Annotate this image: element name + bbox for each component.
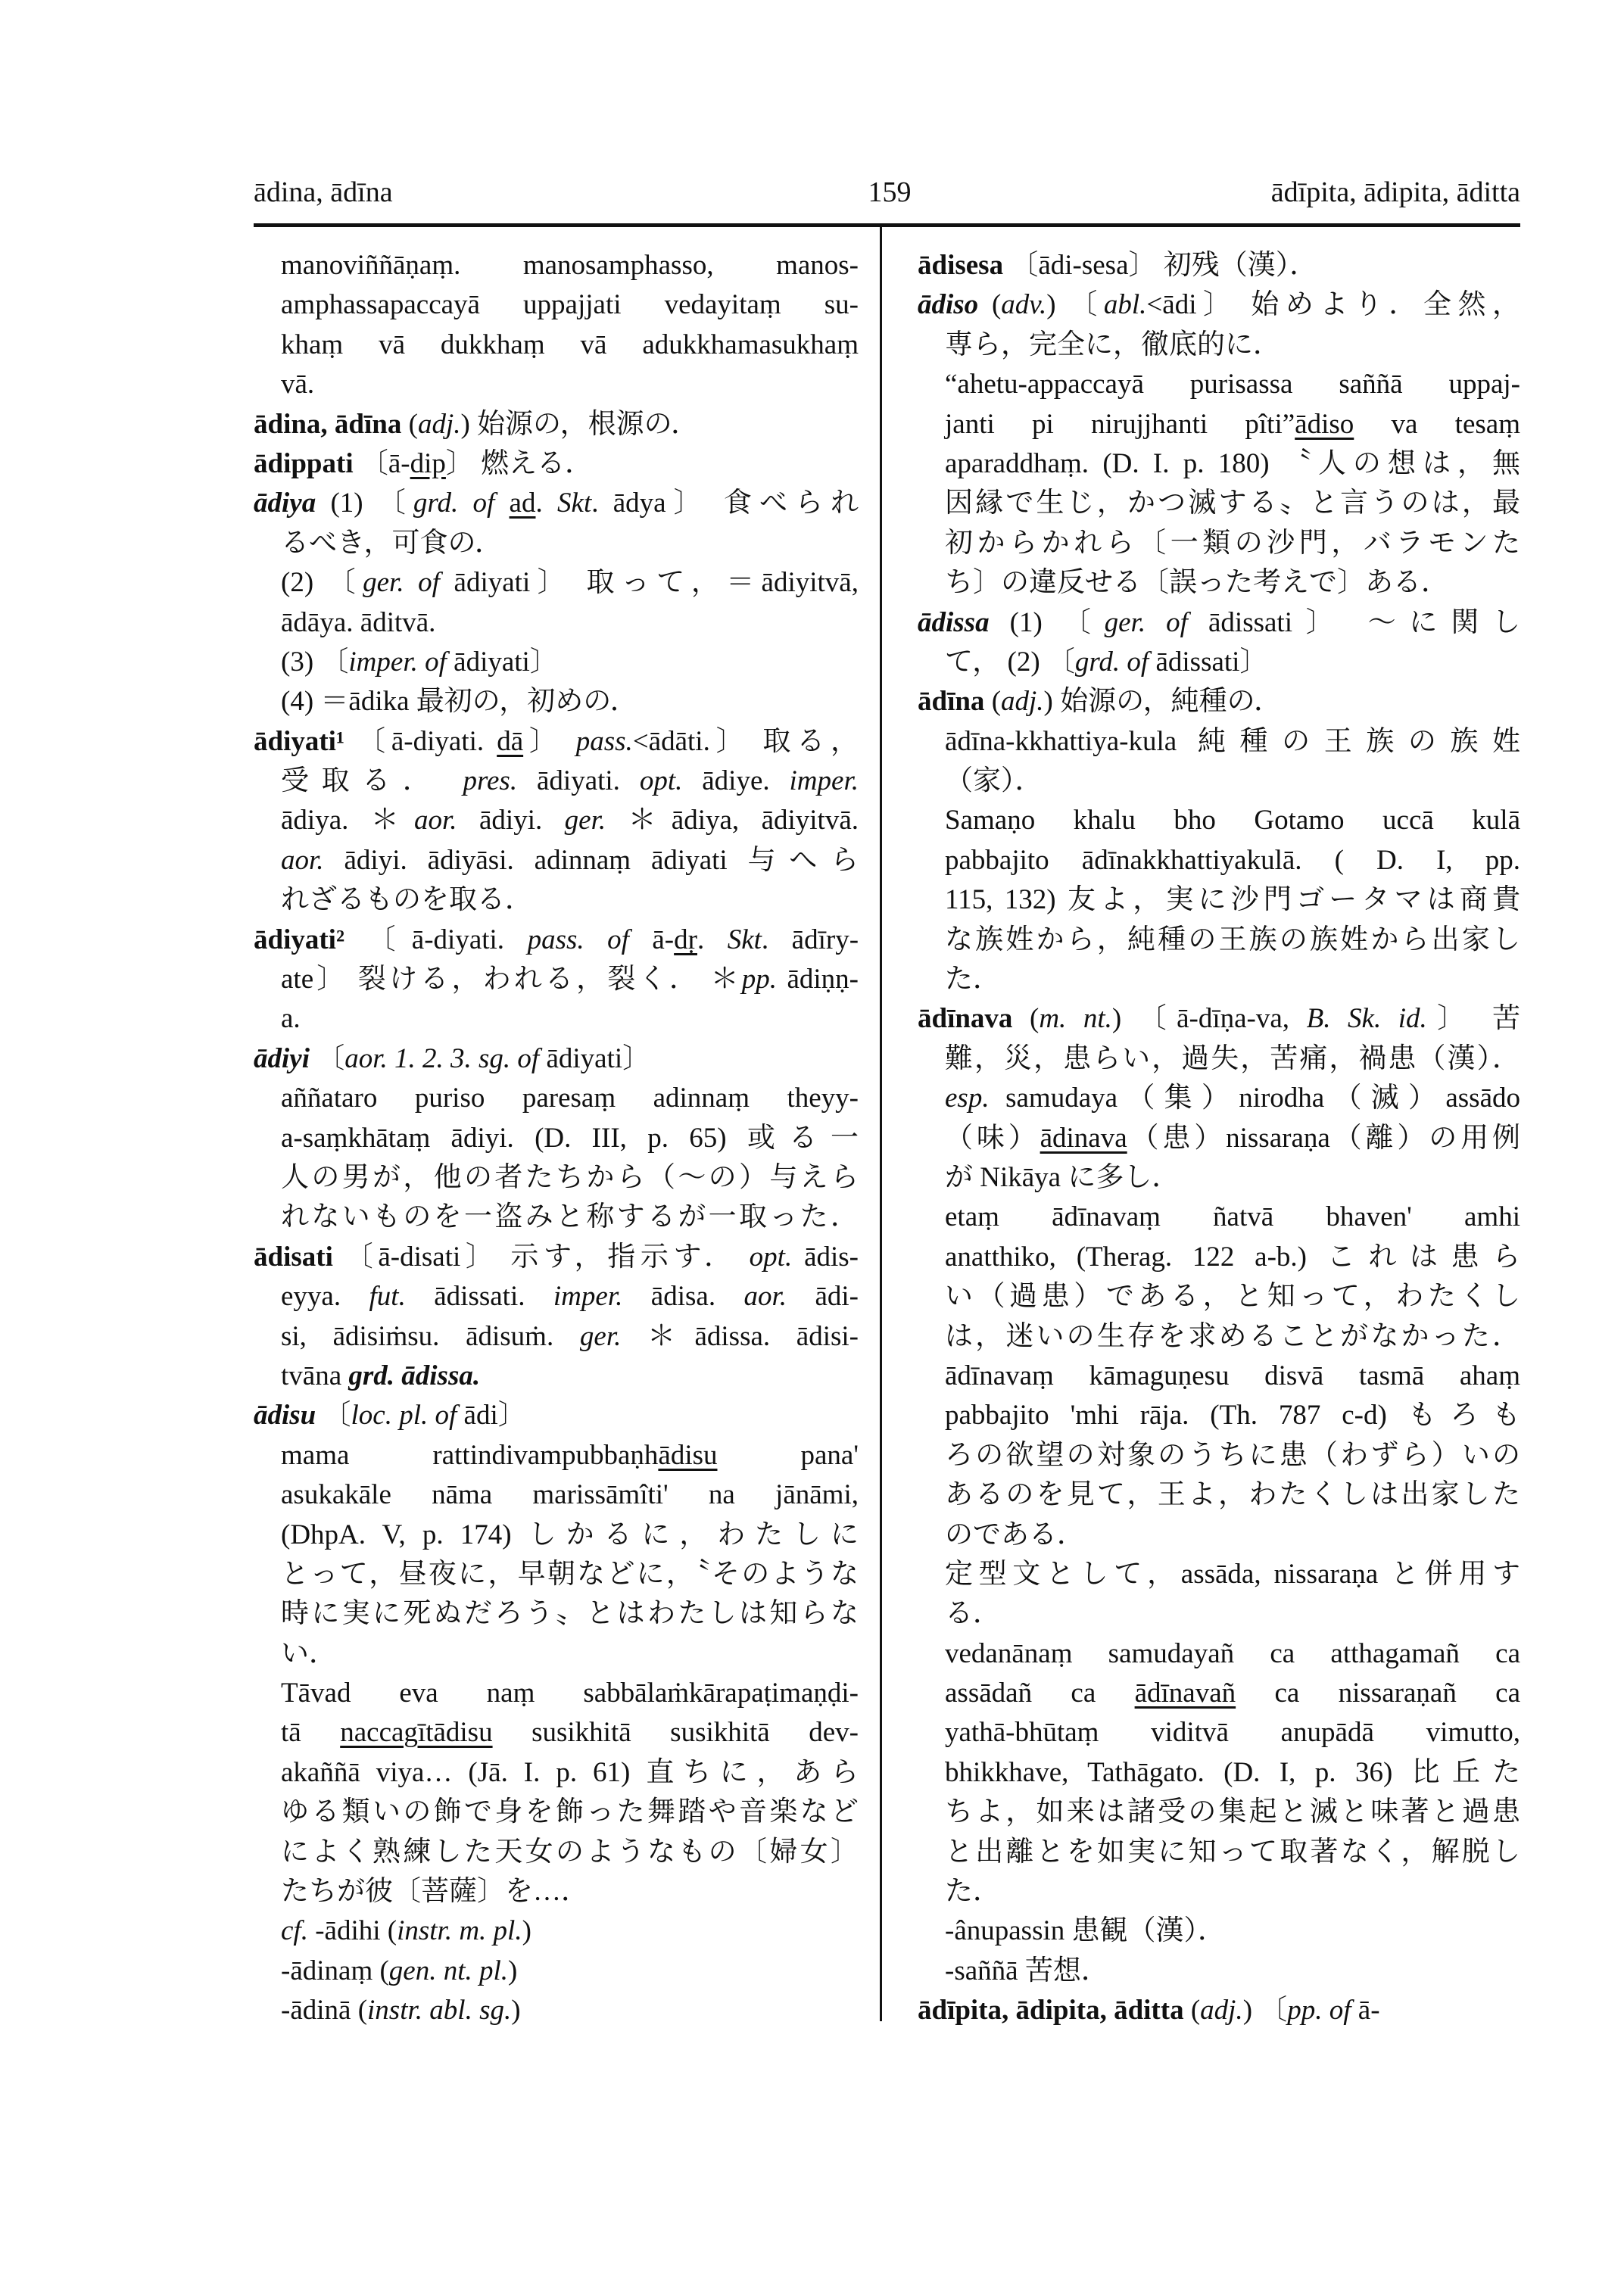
entry-line (918, 484, 1520, 523)
text-run: ca nissaraṇañ ca (1236, 1678, 1520, 1709)
text-run: amphassapaccayā uppajjati vedayitaṃ su- (281, 289, 859, 321)
text-run: vā. (281, 369, 315, 400)
text-run: (3) 〔 (281, 646, 349, 678)
headword-line (254, 722, 859, 762)
text-run: ādiyati〕 (446, 646, 558, 678)
text-run: ) (508, 1955, 518, 1986)
text-run: (DhpA. V, p. 174) しかるに，わたしに (281, 1519, 859, 1550)
text-run: 専ら，完全に，徹底的に． (945, 329, 1281, 360)
grammar-abbrev: m. nt. (1039, 1003, 1112, 1035)
headword: ādiyati² (254, 924, 345, 955)
headword: ādina, ādīna (254, 408, 402, 440)
text-run: （味） (945, 1122, 1040, 1154)
text-run: は，迷いの生存を求めることがなかった． (945, 1320, 1520, 1352)
text-run: 〔ā-disati〕 示す，指示す． (332, 1241, 750, 1273)
text-run: 時に実に死ぬだろう〟とはわたしは知らな (281, 1598, 859, 1630)
grammar-abbrev: grd. of (1074, 646, 1149, 678)
entry-line (918, 524, 1520, 563)
text-run: 受取る． (281, 765, 463, 797)
text-run: によく熟練した天女のようなもの〔婦女〕 (281, 1836, 859, 1868)
text-run: 〔ā- (353, 447, 410, 479)
text-run: ) 始源の，純種の． (1043, 686, 1283, 718)
text-run: ) (511, 1995, 521, 2027)
text-run: anatthiko, (Therag. 122 a-b.) これは患ら (945, 1241, 1520, 1273)
text-run: yathā-bhūtaṃ viditvā anupādā vimutto, (945, 1717, 1520, 1749)
text-run: (1) 〔 (989, 606, 1105, 638)
grammar-abbrev: instr. abl. sg. (367, 1995, 512, 2027)
headword: ādiso (918, 289, 979, 321)
entry-line (918, 1396, 1520, 1435)
underlined-term: ad (509, 488, 536, 519)
entry-line (254, 563, 859, 603)
entry-line (254, 1594, 859, 1634)
text-run: aññataro puriso paresaṃ adinnaṃ theyy- (281, 1083, 859, 1114)
text-run: bhikkhave, Tathāgato. (D. I, p. 36) 比丘た (945, 1756, 1520, 1788)
text-run: 初からかれら〔一類の沙門，バラモンた (945, 527, 1520, 559)
text-run: (4) ＝ādika 最初の，初めの． (281, 686, 638, 718)
text-run: Samaṇo khalu bho Gotamo uccā kulā (945, 805, 1520, 837)
grammar-abbrev: adj. (417, 408, 461, 440)
entry-line (918, 405, 1520, 444)
text-run: 115, 132) 友よ，実に沙門ゴータマは商貴 (945, 884, 1520, 916)
text-run: ādīnavaṃ kāmaguṇesu disvā tasmā ahaṃ (945, 1360, 1520, 1391)
headword: ādisu (254, 1400, 316, 1432)
text-run: ā- (628, 924, 675, 955)
headword-line (918, 1991, 1520, 2030)
entry-line (918, 643, 1520, 682)
entry-line (918, 1516, 1520, 1555)
text-run: ) 始源の，根源の． (460, 408, 700, 440)
text-run: た． (945, 1876, 1001, 1908)
entry-line (918, 1475, 1520, 1515)
grammar-abbrev: opt. (639, 765, 683, 797)
text-run: <ādāti.〕 取る， (632, 725, 859, 757)
text-run: pana' (717, 1439, 859, 1471)
headword-line (254, 1396, 859, 1435)
text-run: ( (984, 686, 1002, 718)
grammar-abbrev: gen. nt. pl. (388, 1955, 509, 1986)
text-run (494, 488, 509, 519)
underlined-term: naccagītādisu (340, 1717, 493, 1749)
entry-line (254, 643, 859, 682)
grammar-abbrev: imper. (553, 1281, 623, 1313)
text-run: い（過患）である，と知って，わたくし (945, 1281, 1520, 1313)
left-column (254, 246, 859, 2031)
grammar-abbrev: adv. (1001, 289, 1047, 321)
text-run: (2) 〔 (281, 567, 363, 599)
entry-line (918, 1713, 1520, 1752)
text-run: のである． (945, 1519, 1085, 1550)
text-run: ādiyi. ādiyāsi. adinnaṃ ādiyati 与へら (323, 844, 859, 876)
text-run: 〕 苦 (1426, 1003, 1521, 1035)
underlined-term: ādisu (658, 1439, 718, 1471)
text-run: pabbajito 'mhi rāja. (Th. 787 c-d) もろも (945, 1400, 1520, 1432)
entry-line (254, 365, 859, 404)
grammar-abbrev: pp. of (1287, 1995, 1351, 2027)
grammar-abbrev: cf. (281, 1915, 308, 1947)
text-run: ādi〕 (457, 1400, 526, 1432)
entry-line (254, 801, 859, 840)
headword-line (918, 999, 1520, 1039)
text-run: vedanānaṃ samudayañ ca atthagamañ ca (945, 1637, 1520, 1669)
text-run: ちよ，如来は諸受の集起と滅と味著と過患 (945, 1796, 1520, 1828)
column-divider (880, 227, 882, 2021)
text-run: ) (522, 1915, 531, 1947)
text-run: (1) 〔 (316, 488, 413, 519)
running-head-left: ādina, ādīna (254, 176, 393, 208)
text-run: ) 〔ā-dīṇa-va, (1111, 1003, 1307, 1035)
headword-line (254, 444, 859, 484)
grammar-abbrev: pass. (575, 725, 633, 757)
underlined-term: dip (410, 447, 446, 479)
entry-line (918, 1238, 1520, 1277)
entry-line (918, 1357, 1520, 1396)
text-run: ) 〔 (1242, 1995, 1288, 2027)
text-run: eyya. (281, 1281, 369, 1313)
text-run: <ādi〕 始めより．全然， (1146, 289, 1521, 321)
text-run: 〔 (316, 1400, 351, 1432)
text-run: い． (281, 1637, 337, 1669)
text-run: -ādihi ( (307, 1915, 397, 1947)
grammar-abbrev: instr. m. pl. (397, 1915, 522, 1947)
grammar-abbrev: fut. (369, 1281, 406, 1313)
entry-line (254, 1952, 859, 1991)
entry-line (918, 1634, 1520, 1674)
text-run: asukakāle nāma marissāmîti' na jānāmi, (281, 1479, 859, 1511)
entry-line (254, 1713, 859, 1752)
entry-line (918, 960, 1520, 999)
headword-line (918, 285, 1520, 325)
grammar-abbrev: Skt (557, 488, 592, 519)
text-run: 因縁で生じ，かつ滅する〟と言うのは，最 (945, 488, 1520, 519)
text-run: a. (281, 1003, 301, 1035)
text-run: 〔ā-diyati. (344, 924, 528, 955)
text-run: pabbajito ādīnakkhattiyakulā. ( D. I, pp. (945, 844, 1520, 876)
text-run: -ânupassin 患観（漢）． (945, 1915, 1226, 1947)
text-run: mama rattindivampubbaṇh (281, 1439, 659, 1471)
text-run: . ādīry- (761, 924, 859, 955)
text-run: akaññā viya… (Jā. I. p. 61) 直ちに，あら (281, 1756, 859, 1788)
grammar-abbrev: esp. (945, 1083, 990, 1114)
entry-line (918, 801, 1520, 840)
grammar-abbrev: aor. (743, 1281, 787, 1313)
underlined-term: dā (497, 725, 524, 757)
entry-line (254, 1158, 859, 1198)
entry-line (254, 1119, 859, 1158)
entry-line (918, 1436, 1520, 1475)
entry-line (918, 563, 1520, 603)
headword: ādiyati¹ (254, 725, 345, 757)
grammar-abbrev: opt. (749, 1241, 793, 1273)
text-run: ( (401, 408, 418, 440)
grammar-abbrev: aor. 1. 2. 3. sg. of (344, 1042, 540, 1074)
right-column (918, 246, 1520, 2031)
entry-line (254, 1357, 859, 1396)
entry-line (918, 1872, 1520, 1911)
entry-line (254, 1277, 859, 1316)
entry-line (918, 326, 1520, 365)
headword-line (254, 405, 859, 444)
underlined-term: ādiso (1295, 408, 1354, 440)
entry-line (254, 841, 859, 880)
text-run: “ahetu-appaccayā purisassa saññā uppaj- (945, 369, 1520, 400)
text-run: 人の男が，他の者たちから（～の）与えら (281, 1161, 859, 1193)
entry-line (918, 1119, 1520, 1158)
text-run: . (535, 488, 558, 519)
entry-line (918, 1833, 1520, 1872)
entry-line (918, 1198, 1520, 1237)
headword-line (918, 246, 1520, 285)
text-run: ādissati〕 ～に関し (1187, 606, 1521, 638)
grammar-abbrev: loc. pl. of (351, 1400, 457, 1432)
grammar-abbrev: abl. (1103, 289, 1147, 321)
entry-line (254, 1198, 859, 1237)
text-run: ādīna-kkhattiya-kula 純種の王族の族姓 (945, 725, 1520, 757)
entry-line (254, 1833, 859, 1872)
entry-line (918, 444, 1520, 484)
text-run: ādiyati〕 (539, 1042, 651, 1074)
bold-text: grd. ādissa. (348, 1360, 481, 1391)
entry-line (918, 1555, 1520, 1594)
entry-line (254, 1475, 859, 1515)
text-run: ādāya. āditvā. (281, 606, 436, 638)
headword: ādīpita, ādipita, āditta (918, 1995, 1184, 2027)
text-run: ādissati〕 (1149, 646, 1268, 678)
text-run: ādiṇṇ- (777, 964, 859, 995)
text-run: ā- (1351, 1995, 1380, 2027)
page-number: 159 (868, 176, 912, 208)
text-run: tā (281, 1717, 341, 1749)
text-run: assādañ ca (945, 1678, 1135, 1709)
entry-line (254, 1436, 859, 1475)
grammar-abbrev: aor. (414, 805, 457, 837)
headword-line (918, 682, 1520, 721)
text-run: janti pi nirujjhanti pîti” (945, 408, 1295, 440)
headword-line (254, 921, 859, 960)
headword: ādissa (918, 606, 990, 638)
text-run: ādisa. (622, 1281, 744, 1313)
headword: ādiyi (254, 1042, 310, 1074)
entry-line (254, 1634, 859, 1674)
text-run: て， (2) 〔 (945, 646, 1075, 678)
entry-line (918, 1317, 1520, 1357)
entry-line (918, 762, 1520, 801)
text-run: ādi- (787, 1281, 859, 1313)
grammar-abbrev: adj. (1001, 686, 1044, 718)
text-run: （患）nissaraṇa（離）の用例 (1127, 1122, 1520, 1154)
entry-line (918, 1793, 1520, 1832)
text-run: 〔 (309, 1042, 345, 1074)
text-run: ＊ādiya, ādiyitvā. (606, 805, 859, 837)
entry-line (254, 285, 859, 325)
entry-line (254, 1911, 859, 1951)
headword: ādīna (918, 686, 985, 718)
entry-line (918, 1594, 1520, 1634)
entry-line (254, 1753, 859, 1793)
text-run: が Nikāya に多し． (945, 1161, 1180, 1193)
entry-line (254, 682, 859, 721)
headword: ādīnava (918, 1003, 1013, 1035)
text-run: とって，昼夜に，早朝などに，〝そのような (281, 1558, 859, 1590)
text-run: ādis- (792, 1241, 859, 1273)
text-run: ち〕の違反せる〔誤った考えで〕ある． (945, 567, 1449, 599)
grammar-abbrev: Skt (727, 924, 762, 955)
entry-line (254, 960, 859, 999)
text-run: れざるものを取る． (281, 884, 533, 916)
text-run: samudaya（集）nirodha（滅）assādo (989, 1083, 1520, 1114)
grammar-abbrev: B. Sk. id. (1306, 1003, 1427, 1035)
text-run: ( (1183, 1995, 1201, 2027)
entry-line (918, 841, 1520, 880)
grammar-abbrev: aor. (281, 844, 324, 876)
text-run: た． (945, 964, 1001, 995)
text-run: aparaddhaṃ. (D. I. p. 180) 〝人の想は，無 (945, 447, 1520, 479)
text-run: khaṃ vā dukkhaṃ vā adukkhamasukhaṃ (281, 329, 859, 360)
grammar-abbrev: adj. (1200, 1995, 1243, 2027)
grammar-abbrev: pass. of (527, 924, 629, 955)
text-run: 難，災，患らい，過失，苦痛，禍患（漢）． (945, 1042, 1520, 1074)
text-run: ( (1012, 1003, 1040, 1035)
grammar-abbrev: imper. (789, 765, 859, 797)
entry-line (254, 762, 859, 801)
entry-line (254, 1991, 859, 2030)
headword: ādippati (254, 447, 354, 479)
entry-line (918, 921, 1520, 960)
entry-line (254, 524, 859, 563)
entry-line (918, 1952, 1520, 1991)
headword-line (918, 603, 1520, 643)
text-run: ) 〔 (1046, 289, 1104, 321)
text-run: ādiyati〕 取って，＝ādiyitvā, (439, 567, 859, 599)
text-run: ādissati. (405, 1281, 553, 1313)
text-run: a-saṃkhātaṃ ādiyi. (D. III, p. 65) 或る一 (281, 1122, 859, 1154)
entry-line (918, 1277, 1520, 1316)
grammar-abbrev: ger. of (363, 567, 440, 599)
entry-line (254, 1516, 859, 1555)
entry-line (254, 1079, 859, 1118)
entry-line (254, 1872, 859, 1911)
entry-line (918, 1753, 1520, 1793)
entry-line (254, 326, 859, 365)
entry-line (918, 1674, 1520, 1713)
headword-line (254, 484, 859, 523)
grammar-abbrev: pp. (741, 964, 778, 995)
header-rule (254, 223, 1520, 227)
text-run: れないものを一盗みと称するが一取った． (281, 1201, 859, 1233)
text-run: -ādinā ( (281, 1995, 368, 2027)
text-run: たちが彼〔菩薩〕を…． (281, 1876, 589, 1908)
text-run: Tāvad eva naṃ sabbālaṁkārapaṭimaṇḍi- (281, 1678, 859, 1709)
text-run: ＊ādissa. ādisi- (621, 1320, 859, 1352)
text-run: ate〕 裂ける，われる，裂く． ＊ (281, 964, 742, 995)
text-run: （家）． (945, 765, 1043, 797)
text-run: 〔ā-diyati. (344, 725, 497, 757)
headword: ādisati (254, 1241, 333, 1273)
text-run: etaṃ ādīnavaṃ ñatvā bhaven' amhi (945, 1201, 1520, 1233)
entry-line (918, 880, 1520, 920)
grammar-abbrev: ger. (564, 805, 606, 837)
text-run: ādiyati. (517, 765, 640, 797)
text-run: susikhitā susikhitā dev- (492, 1717, 859, 1749)
entry-line (918, 365, 1520, 404)
text-run: ろの欲望の対象のうちに患（わずら）いの (945, 1439, 1520, 1471)
headword: ādisesa (918, 250, 1004, 281)
text-run: 〕 (523, 725, 576, 757)
grammar-abbrev: pres. (463, 765, 518, 797)
text-run: . (697, 924, 728, 955)
text-run: ādiyi. (457, 805, 565, 837)
headword-line (254, 1238, 859, 1277)
entry-line (254, 1555, 859, 1594)
text-run: si, ādisiṁsu. ādisuṁ. (281, 1320, 580, 1352)
running-head-right: ādīpita, ādipita, āditta (1270, 176, 1520, 208)
entry-line (254, 603, 859, 643)
entry-line (918, 722, 1520, 762)
grammar-abbrev: ger. (579, 1320, 622, 1352)
text-run: ādiye. (682, 765, 790, 797)
text-run: -ādinaṃ ( (281, 1955, 389, 1986)
text-run: ( (978, 289, 1002, 321)
headword: ādiya (254, 488, 316, 519)
text-run: . ādya〕 食べられ (591, 488, 859, 519)
text-run: な族姓から，純種の王族の族姓から出家し (945, 924, 1520, 955)
entry-line (254, 1793, 859, 1832)
entry-line (254, 1674, 859, 1713)
text-run: 〔ādi-sesa〕 初残（漢）． (1003, 250, 1318, 281)
entry-line (918, 1158, 1520, 1198)
text-run: ゆる類いの飾で身を飾った舞踏や音楽など (281, 1796, 859, 1828)
entry-line (918, 1079, 1520, 1118)
entry-line (254, 880, 859, 920)
text-run: -saññā 苦想． (945, 1955, 1109, 1986)
text-run: ādiya. ＊ (281, 805, 414, 837)
text-run: tvāna (281, 1360, 349, 1391)
grammar-abbrev: ger. of (1104, 606, 1188, 638)
text-run: るべき，可食の． (281, 527, 503, 559)
entry-line (918, 1911, 1520, 1951)
text-run: 〕 燃える． (445, 447, 594, 479)
headword-line (254, 1039, 859, 1079)
entry-line (254, 1317, 859, 1357)
text-run: manoviññāṇaṃ. manosamphasso, manos- (281, 250, 859, 281)
text-run: と出離とを如実に知って取著なく，解脱し (945, 1836, 1520, 1868)
grammar-abbrev: imper. of (348, 646, 447, 678)
text-run: る． (945, 1598, 1001, 1630)
underlined-term: dṛ (674, 924, 697, 955)
grammar-abbrev: grd. of (413, 488, 495, 519)
entry-line (254, 246, 859, 285)
text-run: あるのを見て，王よ，わたくしは出家した (945, 1479, 1520, 1511)
text-run: 定型文として，assāda, nissaraṇa と併用す (945, 1558, 1520, 1590)
underlined-term: ādinava (1040, 1122, 1127, 1154)
entry-line (918, 1039, 1520, 1079)
underlined-term: ādīnavañ (1134, 1678, 1236, 1709)
text-run: va tesaṃ (1354, 408, 1520, 440)
entry-line (254, 999, 859, 1039)
